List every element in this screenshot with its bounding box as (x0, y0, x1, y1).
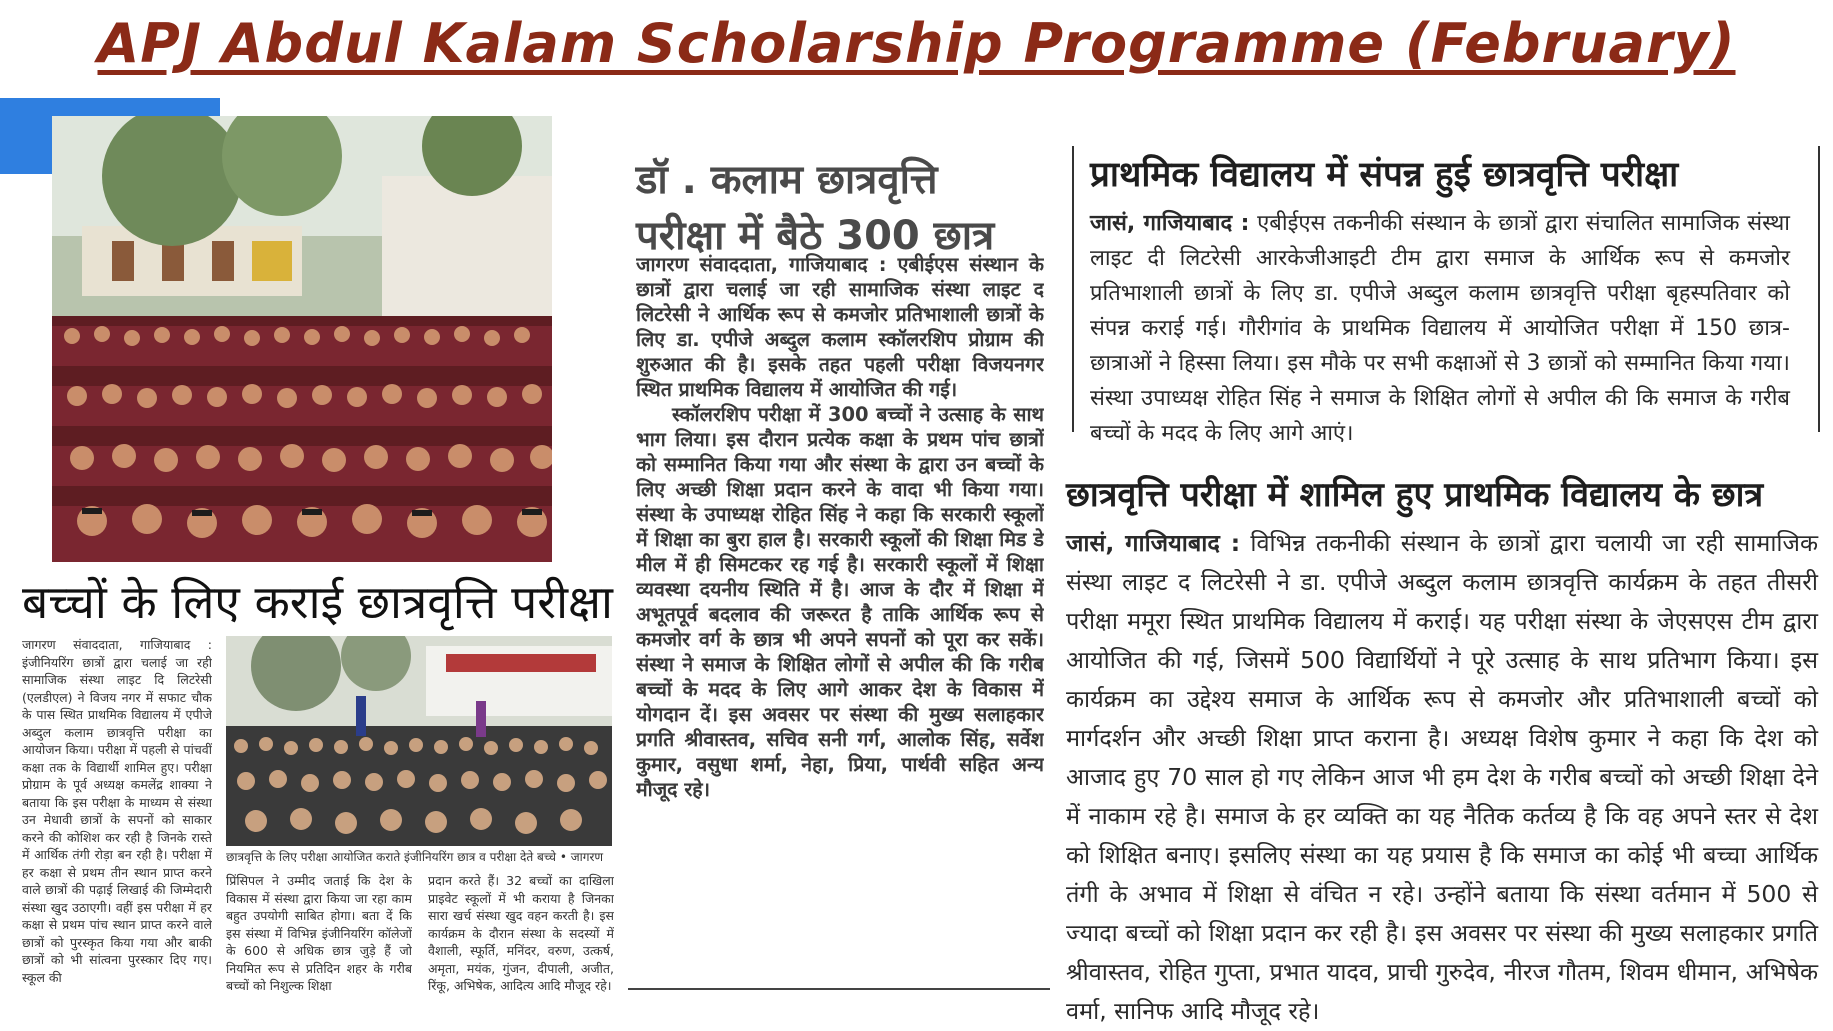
middle-clip-lead: जागरण संवाददाता, गाजियाबाद : (636, 253, 887, 276)
middle-headline-line-2: परीक्षा में बैठे 300 छात्र (636, 213, 995, 259)
left-clip-headline: बच्चों के लिए कराई छात्रवृत्ति परीक्षा (22, 575, 613, 629)
page-title: APJ Abdul Kalam Scholarship Programme (February) (97, 12, 1736, 75)
left-clip-column-3: प्रदान करते हैं। 32 बच्चों का दाखिला प्राइवेट स्कूलों में भी कराया है जिनका सारा खर्च संस्था खुद वहन करती है। इस कार्यक्रम के दौरान संस्था के सदस्यों में वैशाली, स्फूर्ति, मनिंदर, वरुण, उत्कर्ष, अमृता, मयंक, गुंजन, दीपाली, अजीत, रिंकू, अभिषेक, आदित्य आदि मौजूद रहे। (428, 873, 614, 993)
middle-clip-paragraph-2: स्कॉलरशिप परीक्षा में 300 बच्चों ने उत्साह के साथ भाग लिया। इस दौरान प्रत्येक कक्षा के प्रथम पांच छात्रों को सम्मानित किया गया और संस्था के द्वारा उन बच्चों के लिए अच्छी शिक्षा प्रदान करने के वादा भी किया गया। संस्था के उपाध्यक्ष रोहित सिंह ने कहा कि सरकारी स्कूलों में शिक्षा का बुरा हाल है। सरकारी स्कूलों की शिक्षा मिड डे मील में ही सिमटकर रह गई है। सरकारी स्कूलों में शिक्षा व्यवस्था दयनीय स्थिति में है। आज के दौर में शिक्षा में अभूतपूर्व बदलाव की जरूरत है ताकि आर्थिक रूप से कमजोर वर्ग के छात्र भी अपने सपनों को पूरा कर सकें। संस्था ने समाज के शिक्षित लोगों से अपील की कि गरीब बच्चों के मदद के लिए आगे आकर देश के विकास में योगदान दें। इस अवसर पर संस्था की मुख्य सलाहकार प्रगति श्रीवास्तव, सचिव सनी गर्ग, आलोक सिंह, सर्वेश कुमार, वसुधा शर्मा, नेहा, प्रिया, पार्थवी सहित अन्य मौजूद रहे। (636, 403, 1044, 801)
middle-clip-paragraph-1: एबीईएस संस्थान के छात्रों द्वारा चलाई जा रही सामाजिक संस्था लाइट द लिटरेसी ने आर्थिक रूप से कमजोर प्रतिभाशाली छात्रों के लिए डा. एपीजे अब्दुल कलाम स्कॉलरशिप प्रोग्राम की शुरुआत की है। इसके तहत पहली परीक्षा विजयनगर स्थित प्राथमिक विद्यालय में आयोजित की गई। (636, 253, 1044, 401)
right-top-border-left (1072, 146, 1074, 432)
right-top-border-right (1818, 146, 1820, 432)
right-top-headline: प्राथमिक विद्यालय में संपन्न हुई छात्रवृत्ति परीक्षा (1090, 155, 1679, 195)
right-top-lead: जासं, गाजियाबाद : (1090, 211, 1250, 236)
right-bottom-headline: छात्रवृत्ति परीक्षा में शामिल हुए प्राथमिक विद्यालय के छात्र (1066, 475, 1764, 515)
right-top-text: एबीईएस तकनीकी संस्थान के छात्रों द्वारा संचालित सामाजिक संस्था लाइट दी लिटरेसी आरकेजीआइटी टीम द्वारा समाज के आर्थिक रूप से कमजोर प्रतिभाशाली छात्रों के लिए डा. एपीजे अब्दुल कलाम छात्रवृत्ति परीक्षा बृहस्पतिवार को संपन्न कराई गई। गौरीगांव के प्राथमिक विद्यालय में आयोजित परीक्षा में 150 छात्र-छात्राओं ने हिस्सा लिया। इस मौके पर सभी कक्षाओं से 3 छात्रों को सम्मानित किया गया। संस्था उपाध्यक्ष रोहित सिंह ने समाज के शिक्षित लोगों से अपील की कि समाज के गरीब बच्चों के मदद के लिए आगे आएं। (1090, 211, 1790, 446)
right-bottom-text: विभिन्न तकनीकी संस्थान के छात्रों द्वारा चलायी जा रही सामाजिक संस्था लाइट द लिटरेसी ने डा. एपीजे अब्दुल कलाम छात्रवृत्ति कार्यक्रम के तहत तीसरी परीक्षा ममूरा स्थित प्राथमिक विद्यालय में कराई। यह परीक्षा संस्था के जेएसएस टीम द्वारा आयोजित की गई, जिसमें 500 विद्यार्थियों ने पूरे उत्साह के साथ प्रतिभाग किया। इस कार्यक्रम का उद्देश्य समाज के आर्थिक रूप से कमजोर और प्रतिभाशाली बच्चों को मार्गदर्शन और अच्छी शिक्षा प्राप्त कराना है। अध्यक्ष विशेष कुमार ने कहा कि देश को आजाद हुए 70 साल हो गए लेकिन आज भी हम देश के गरीब बच्चों को अच्छी शिक्षा देने में नाकाम रहे है। समाज के हर व्यक्ति का यह नैतिक कर्तव्य है कि वह अपने स्तर से देश को शिक्षित बनाए। इसलिए संस्था का यह प्रयास है कि समाज का कोई भी बच्चा आर्थिक तंगी के अभाव में शिक्षा से वंचित न रहे। उन्होंने बताया कि संस्था वर्तमान में 500 से ज्यादा बच्चों को शिक्षा प्रदान कर रही है। इस अवसर पर संस्था की मुख्य सलाहकार प्रगति श्रीवास्तव, रोहित गुप्ता, प्रभात यादव, प्राची गुरुदेव, नीरज गौतम, शिवम धीमान, अभिषेक वर्मा, सानिफ आदि मौजूद रहे। (1066, 529, 1818, 1025)
right-bottom-lead: जासं, गाजियाबाद : (1066, 529, 1241, 557)
right-bottom-body (1066, 524, 1818, 1031)
exam-photo (226, 636, 612, 846)
students-photo (52, 116, 552, 562)
middle-clip-body (636, 252, 1044, 952)
exam-photo-caption: छात्रवृत्ति के लिए परीक्षा आयोजित कराते इंजीनियरिंग छात्र व परीक्षा देते बच्चे • जागरण (226, 850, 604, 864)
left-clip-column-1: जागरण संवाददाता, गाजियाबाद : इंजीनियरिंग छात्रों द्वारा चलाई जा रही सामाजिक संस्था लाइट दि लिटरेसी (एलडीएल) ने विजय नगर में सफाट चौक के पास स्थित प्राथमिक विद्यालय में एपीजे अब्दुल कलाम छात्रवृत्ति परीक्षा का आयोजन किया। परीक्षा में पहली से पांचवीं कक्षा तक के विद्यार्थी शामिल हुए। परीक्षा प्रोग्राम के पूर्व अध्यक्ष कमलेंद्र शाक्या ने बताया कि इस परीक्षा के माध्यम से संस्था उन मेधावी छात्रों के सपनों को साकार करने की कोशिश कर रही है जिनके रास्ते में आर्थिक तंगी रोड़ा बन रही है। परीक्षा में हर कक्षा से प्रथम तीन स्थान प्राप्त करने वाले छात्रों की पढ़ाई लिखाई की जिम्मेदारी संस्था खुद उठाएगी। वहीं इस परीक्षा में हर कक्षा से प्रथम पांच स्थान प्राप्त करने वाले छात्रों को पुरस्कृत किया गया और बाकी छात्रों को भी सांत्वना पुरस्कार दिए गए। स्कूल की (22, 637, 212, 985)
left-clip-column-2: प्रिंसिपल ने उम्मीद जताई कि देश के विकास में संस्था द्वारा किया जा रहा काम बहुत उपयोगी साबित होगा। बता दें कि इस संस्था में विभिन्न इंजीनियरिंग कॉलेजों के 600 से अधिक छात्र जुड़े हैं जो नियमित रूप से प्रतिदिन शहर के गरीब बच्चों को निशुल्क शिक्षा (226, 873, 412, 993)
middle-clip-headline (636, 152, 1056, 264)
middle-clip-rule (628, 988, 1050, 990)
middle-headline-line-1: डॉ . कलाम छात्रवृत्ति (636, 157, 938, 203)
right-top-body (1090, 206, 1790, 451)
